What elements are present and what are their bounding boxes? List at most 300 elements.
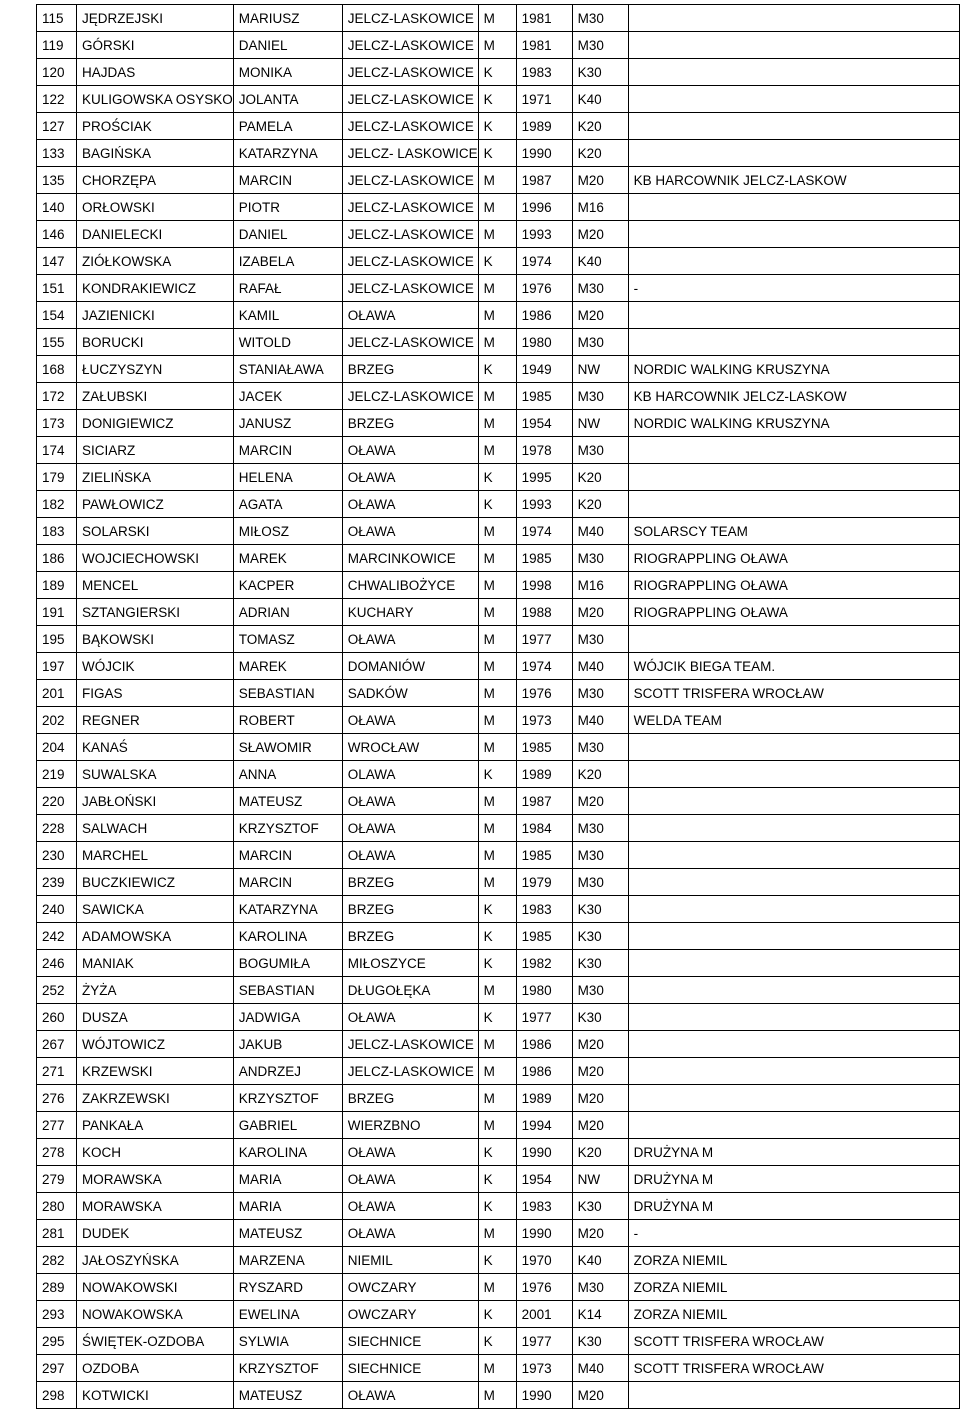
category-cell: NW [572,410,628,437]
sex-cell: M [478,518,516,545]
sex-cell: M [478,383,516,410]
surname-cell: NOWAKOWSKI [77,1274,234,1301]
bib-number-cell: 197 [37,653,77,680]
sex-cell: K [478,1004,516,1031]
club-cell: ZORZA NIEMIL [628,1247,959,1274]
surname-cell: ZIÓŁKOWSKA [77,248,234,275]
table-row [37,86,960,113]
club-cell [628,86,959,113]
birth-year-cell: 1970 [516,1247,572,1274]
surname-cell: KULIGOWSKA OSYSKO [77,86,234,113]
town-cell: OWCZARY [342,1274,478,1301]
table-row [37,1220,960,1247]
bib-number-cell: 204 [37,734,77,761]
club-cell [628,626,959,653]
birth-year-cell: 2001 [516,1301,572,1328]
club-cell [628,140,959,167]
birth-year-cell: 1993 [516,491,572,518]
first-name-cell: HELENA [233,464,342,491]
club-cell [628,248,959,275]
surname-cell: DUSZA [77,1004,234,1031]
club-cell [628,1382,959,1409]
club-cell: ZORZA NIEMIL [628,1274,959,1301]
first-name-cell: DANIEL [233,32,342,59]
bib-number-cell: 282 [37,1247,77,1274]
first-name-cell: JACEK [233,383,342,410]
town-cell: DŁUGOŁĘKA [342,977,478,1004]
first-name-cell: ANNA [233,761,342,788]
surname-cell: ZAŁUBSKI [77,383,234,410]
birth-year-cell: 1983 [516,1193,572,1220]
bib-number-cell: 228 [37,815,77,842]
first-name-cell: MARIA [233,1193,342,1220]
surname-cell: WOJCIECHOWSKI [77,545,234,572]
sex-cell: M [478,842,516,869]
surname-cell: SZTANGIERSKI [77,599,234,626]
category-cell: K20 [572,464,628,491]
participants-table-body [37,5,960,1409]
birth-year-cell: 1983 [516,59,572,86]
bib-number-cell: 186 [37,545,77,572]
birth-year-cell: 1971 [516,86,572,113]
town-cell: JELCZ- LASKOWICE [342,140,478,167]
sex-cell: M [478,302,516,329]
table-row [37,410,960,437]
birth-year-cell: 1954 [516,1166,572,1193]
birth-year-cell: 1985 [516,734,572,761]
surname-cell: OZDOBA [77,1355,234,1382]
bib-number-cell: 195 [37,626,77,653]
surname-cell: REGNER [77,707,234,734]
sex-cell: M [478,1085,516,1112]
surname-cell: BĄKOWSKI [77,626,234,653]
sex-cell: M [478,680,516,707]
sex-cell: K [478,1328,516,1355]
club-cell: - [628,275,959,302]
surname-cell: SALWACH [77,815,234,842]
first-name-cell: KAROLINA [233,1139,342,1166]
sex-cell: M [478,1382,516,1409]
surname-cell: SUWALSKA [77,761,234,788]
sex-cell: K [478,896,516,923]
town-cell: BRZEG [342,356,478,383]
sex-cell: M [478,329,516,356]
first-name-cell: DANIEL [233,221,342,248]
town-cell: BRZEG [342,410,478,437]
surname-cell: JAŁOSZYŃSKA [77,1247,234,1274]
birth-year-cell: 1994 [516,1112,572,1139]
birth-year-cell: 1985 [516,923,572,950]
surname-cell: ŻYŻA [77,977,234,1004]
first-name-cell: KACPER [233,572,342,599]
first-name-cell: JADWIGA [233,1004,342,1031]
club-cell [628,815,959,842]
town-cell: SADKÓW [342,680,478,707]
sex-cell: K [478,950,516,977]
first-name-cell: ADRIAN [233,599,342,626]
town-cell: JELCZ-LASKOWICE [342,113,478,140]
category-cell: M20 [572,167,628,194]
sex-cell: M [478,1355,516,1382]
club-cell [628,896,959,923]
club-cell: SOLARSCY TEAM [628,518,959,545]
first-name-cell: EWELINA [233,1301,342,1328]
bib-number-cell: 182 [37,491,77,518]
town-cell: BRZEG [342,1085,478,1112]
table-row [37,572,960,599]
town-cell: JELCZ-LASKOWICE [342,329,478,356]
sex-cell: K [478,1301,516,1328]
surname-cell: WÓJCIK [77,653,234,680]
birth-year-cell: 1985 [516,383,572,410]
club-cell [628,302,959,329]
town-cell: OŁAWA [342,437,478,464]
club-cell [628,869,959,896]
table-row [37,5,960,32]
table-row [37,545,960,572]
club-cell [628,788,959,815]
birth-year-cell: 1988 [516,599,572,626]
bib-number-cell: 279 [37,1166,77,1193]
category-cell: K20 [572,491,628,518]
sex-cell: K [478,1193,516,1220]
surname-cell: BUCZKIEWICZ [77,869,234,896]
town-cell: OŁAWA [342,1382,478,1409]
bib-number-cell: 173 [37,410,77,437]
bib-number-cell: 267 [37,1031,77,1058]
sex-cell: K [478,1139,516,1166]
table-row [37,788,960,815]
town-cell: JELCZ-LASKOWICE [342,383,478,410]
table-row [37,248,960,275]
sex-cell: K [478,140,516,167]
club-cell: RIOGRAPPLING OŁAWA [628,545,959,572]
bib-number-cell: 191 [37,599,77,626]
category-cell: M30 [572,815,628,842]
first-name-cell: MAREK [233,653,342,680]
sex-cell: K [478,923,516,950]
bib-number-cell: 201 [37,680,77,707]
first-name-cell: MARCIN [233,842,342,869]
table-row [37,1382,960,1409]
club-cell [628,113,959,140]
sex-cell: K [478,1247,516,1274]
bib-number-cell: 239 [37,869,77,896]
surname-cell: PROŚCIAK [77,113,234,140]
club-cell: DRUŻYNA M [628,1139,959,1166]
table-row [37,1058,960,1085]
table-row [37,680,960,707]
table-row [37,950,960,977]
club-cell [628,1058,959,1085]
bib-number-cell: 119 [37,32,77,59]
birth-year-cell: 1977 [516,1004,572,1031]
town-cell: JELCZ-LASKOWICE [342,32,478,59]
bib-number-cell: 155 [37,329,77,356]
town-cell: OWCZARY [342,1301,478,1328]
bib-number-cell: 246 [37,950,77,977]
surname-cell: FIGAS [77,680,234,707]
bib-number-cell: 147 [37,248,77,275]
table-row [37,1031,960,1058]
town-cell: OŁAWA [342,518,478,545]
club-cell: NORDIC WALKING KRUSZYNA [628,410,959,437]
first-name-cell: MATEUSZ [233,1220,342,1247]
bib-number-cell: 220 [37,788,77,815]
bib-number-cell: 295 [37,1328,77,1355]
town-cell: OŁAWA [342,788,478,815]
table-row [37,221,960,248]
sex-cell: M [478,599,516,626]
table-row [37,734,960,761]
table-row [37,653,960,680]
sex-cell: M [478,275,516,302]
category-cell: M30 [572,869,628,896]
first-name-cell: AGATA [233,491,342,518]
table-row [37,356,960,383]
club-cell [628,734,959,761]
birth-year-cell: 1986 [516,1058,572,1085]
surname-cell: HAJDAS [77,59,234,86]
sex-cell: M [478,869,516,896]
first-name-cell: SEBASTIAN [233,680,342,707]
club-cell: - [628,1220,959,1247]
town-cell: SIECHNICE [342,1355,478,1382]
sex-cell: M [478,167,516,194]
surname-cell: ZAKRZEWSKI [77,1085,234,1112]
club-cell [628,32,959,59]
birth-year-cell: 1976 [516,275,572,302]
bib-number-cell: 174 [37,437,77,464]
club-cell [628,842,959,869]
town-cell: JELCZ-LASKOWICE [342,275,478,302]
bib-number-cell: 252 [37,977,77,1004]
category-cell: NW [572,1166,628,1193]
first-name-cell: RAFAŁ [233,275,342,302]
surname-cell: BORUCKI [77,329,234,356]
bib-number-cell: 183 [37,518,77,545]
first-name-cell: ROBERT [233,707,342,734]
category-cell: K30 [572,950,628,977]
category-cell: M30 [572,437,628,464]
town-cell: MIŁOSZYCE [342,950,478,977]
birth-year-cell: 1990 [516,140,572,167]
surname-cell: NOWAKOWSKA [77,1301,234,1328]
town-cell: OŁAWA [342,491,478,518]
category-cell: M40 [572,653,628,680]
table-row [37,491,960,518]
bib-number-cell: 122 [37,86,77,113]
sex-cell: M [478,815,516,842]
surname-cell: BAGIŃSKA [77,140,234,167]
category-cell: K30 [572,923,628,950]
surname-cell: ZIELIŃSKA [77,464,234,491]
birth-year-cell: 1977 [516,626,572,653]
table-row [37,329,960,356]
table-row [37,1193,960,1220]
birth-year-cell: 1995 [516,464,572,491]
birth-year-cell: 1996 [516,194,572,221]
surname-cell: MORAWSKA [77,1193,234,1220]
category-cell: K40 [572,86,628,113]
category-cell: M20 [572,1112,628,1139]
sex-cell: M [478,1220,516,1247]
surname-cell: KRZEWSKI [77,1058,234,1085]
table-row [37,869,960,896]
table-row [37,194,960,221]
first-name-cell: JANUSZ [233,410,342,437]
sex-cell: M [478,194,516,221]
town-cell: OŁAWA [342,707,478,734]
birth-year-cell: 1977 [516,1328,572,1355]
town-cell: JELCZ-LASKOWICE [342,194,478,221]
club-cell: WÓJCIK BIEGA TEAM. [628,653,959,680]
table-row [37,1004,960,1031]
first-name-cell: KATARZYNA [233,896,342,923]
sex-cell: K [478,1166,516,1193]
bib-number-cell: 172 [37,383,77,410]
first-name-cell: RYSZARD [233,1274,342,1301]
first-name-cell: MARIA [233,1166,342,1193]
town-cell: OŁAWA [342,1193,478,1220]
table-row [37,977,960,1004]
table-row [37,842,960,869]
category-cell: M30 [572,545,628,572]
surname-cell: KOTWICKI [77,1382,234,1409]
bib-number-cell: 120 [37,59,77,86]
category-cell: M30 [572,1274,628,1301]
first-name-cell: ANDRZEJ [233,1058,342,1085]
birth-year-cell: 1974 [516,248,572,275]
table-row [37,626,960,653]
sex-cell: M [478,707,516,734]
town-cell: BRZEG [342,896,478,923]
birth-year-cell: 1976 [516,680,572,707]
club-cell: WELDA TEAM [628,707,959,734]
category-cell: M20 [572,1031,628,1058]
club-cell [628,437,959,464]
category-cell: M20 [572,1382,628,1409]
town-cell: NIEMIL [342,1247,478,1274]
bib-number-cell: 168 [37,356,77,383]
birth-year-cell: 1987 [516,788,572,815]
sex-cell: M [478,1031,516,1058]
category-cell: K40 [572,1247,628,1274]
sex-cell: K [478,491,516,518]
category-cell: M30 [572,842,628,869]
birth-year-cell: 1976 [516,1274,572,1301]
surname-cell: JĘDRZEJSKI [77,5,234,32]
surname-cell: PANKAŁA [77,1112,234,1139]
first-name-cell: SŁAWOMIR [233,734,342,761]
town-cell: OŁAWA [342,1220,478,1247]
club-cell: NORDIC WALKING KRUSZYNA [628,356,959,383]
town-cell: OŁAWA [342,842,478,869]
participants-table [36,4,960,1409]
town-cell: OLAWA [342,761,478,788]
table-row [37,464,960,491]
category-cell: M20 [572,599,628,626]
table-row [37,1085,960,1112]
birth-year-cell: 1986 [516,302,572,329]
surname-cell: GÓRSKI [77,32,234,59]
sex-cell: K [478,86,516,113]
sex-cell: M [478,626,516,653]
town-cell: OŁAWA [342,1139,478,1166]
table-row [37,1139,960,1166]
table-row [37,383,960,410]
table-row [37,32,960,59]
club-cell [628,923,959,950]
sex-cell: K [478,248,516,275]
surname-cell: KONDRAKIEWICZ [77,275,234,302]
surname-cell: SOLARSKI [77,518,234,545]
surname-cell: SICIARZ [77,437,234,464]
first-name-cell: KATARZYNA [233,140,342,167]
bib-number-cell: 298 [37,1382,77,1409]
club-cell [628,329,959,356]
surname-cell: PAWŁOWICZ [77,491,234,518]
sex-cell: K [478,356,516,383]
category-cell: M40 [572,518,628,545]
club-cell [628,59,959,86]
town-cell: KUCHARY [342,599,478,626]
bib-number-cell: 219 [37,761,77,788]
category-cell: M20 [572,221,628,248]
category-cell: K20 [572,140,628,167]
town-cell: JELCZ-LASKOWICE [342,59,478,86]
town-cell: WIERZBNO [342,1112,478,1139]
club-cell [628,1112,959,1139]
surname-cell: CHORZĘPA [77,167,234,194]
category-cell: M30 [572,626,628,653]
sex-cell: M [478,410,516,437]
sex-cell: M [478,221,516,248]
category-cell: M30 [572,734,628,761]
sex-cell: M [478,977,516,1004]
town-cell: BRZEG [342,923,478,950]
birth-year-cell: 1993 [516,221,572,248]
club-cell [628,5,959,32]
club-cell [628,1085,959,1112]
category-cell: K30 [572,1193,628,1220]
table-row [37,275,960,302]
club-cell [628,950,959,977]
category-cell: K30 [572,1328,628,1355]
surname-cell: DONIGIEWICZ [77,410,234,437]
table-row [37,1301,960,1328]
birth-year-cell: 1989 [516,761,572,788]
birth-year-cell: 1989 [516,113,572,140]
category-cell: M40 [572,707,628,734]
table-row [37,1274,960,1301]
club-cell [628,977,959,1004]
club-cell: DRUŻYNA M [628,1193,959,1220]
birth-year-cell: 1978 [516,437,572,464]
table-row [37,761,960,788]
town-cell: OŁAWA [342,626,478,653]
first-name-cell: MATEUSZ [233,788,342,815]
birth-year-cell: 1990 [516,1139,572,1166]
birth-year-cell: 1985 [516,842,572,869]
town-cell: JELCZ-LASKOWICE [342,167,478,194]
club-cell [628,761,959,788]
club-cell: DRUŻYNA M [628,1166,959,1193]
sex-cell: M [478,653,516,680]
table-row [37,707,960,734]
birth-year-cell: 1981 [516,32,572,59]
sex-cell: M [478,1058,516,1085]
